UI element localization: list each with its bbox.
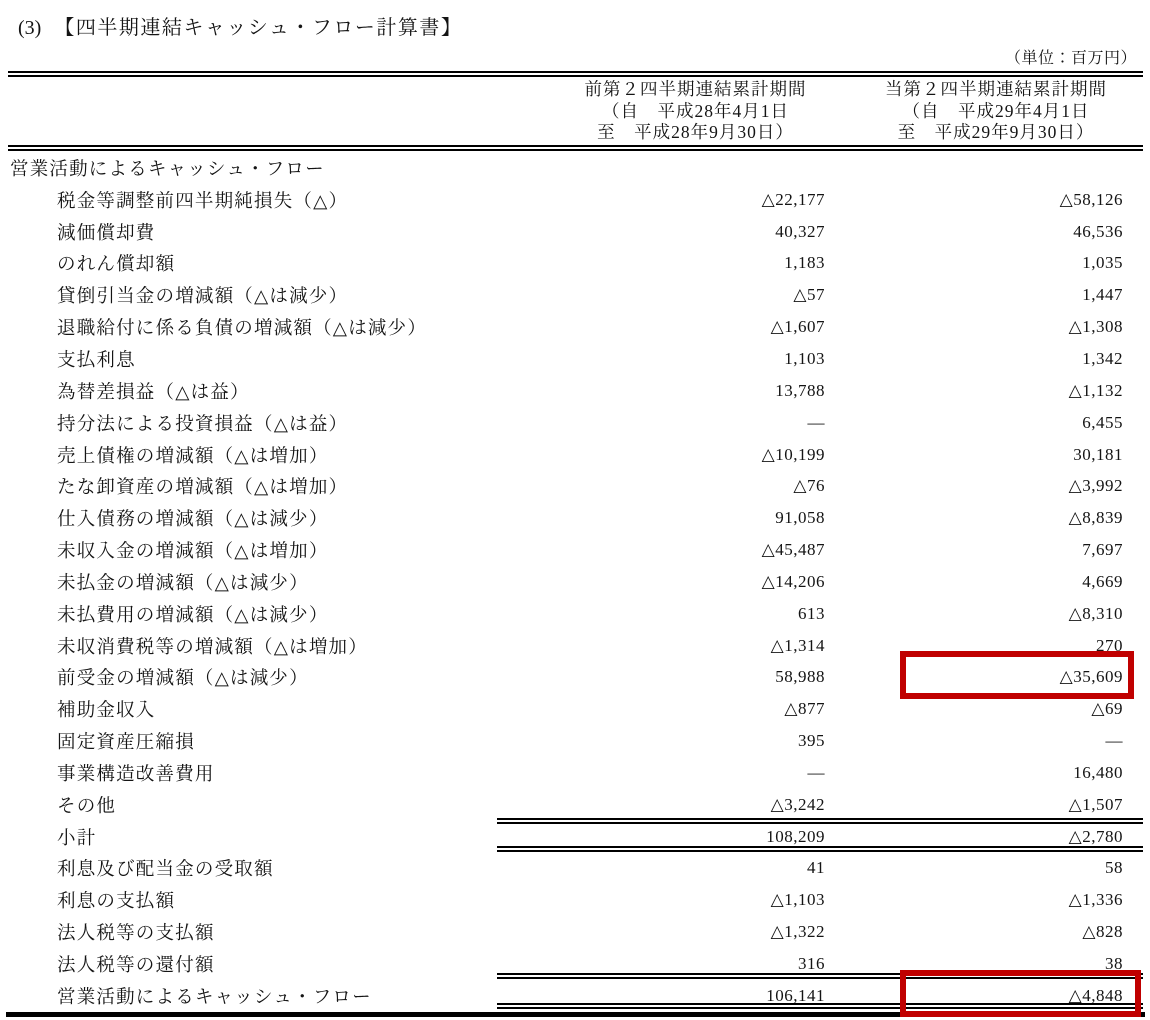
- column-header-prior-period: [538, 79, 853, 144]
- value-prior-period: 106,141: [766, 985, 825, 1005]
- row-label: 営業活動によるキャッシュ・フロー: [10, 159, 325, 180]
- row-label: 未収入金の増減額（△は増加）: [57, 542, 329, 563]
- column-header-current-period-from: （自 平成29年4月1日: [902, 100, 1090, 121]
- column-header-current-period-to: 至 平成29年9月30日）: [897, 122, 1095, 142]
- value-prior-period: 40,327: [775, 221, 825, 241]
- value-current-period: 270: [1096, 635, 1123, 655]
- table-row: [0, 789, 1150, 821]
- column-header-prior-period-from: （自 平成28年4月1日: [602, 100, 789, 121]
- table-row: [0, 248, 1150, 280]
- value-current-period: △3,992: [1068, 476, 1123, 496]
- value-current-period: △69: [1091, 699, 1123, 719]
- table-row: [0, 884, 1150, 916]
- table-row: [0, 566, 1150, 598]
- highlight-box-advances-received-value: [900, 651, 1134, 699]
- table-row: [0, 152, 1150, 184]
- value-current-period: 1,035: [1082, 253, 1123, 273]
- row-label: 固定資産圧縮損: [57, 733, 195, 754]
- table-row: [0, 375, 1150, 407]
- value-current-period: △8,310: [1068, 603, 1123, 623]
- value-prior-period: —: [807, 412, 825, 432]
- value-prior-period: 91,058: [775, 508, 825, 528]
- value-prior-period: △1,607: [770, 317, 825, 337]
- row-label: 税金等調整前四半期純損失（△）: [57, 191, 349, 212]
- page-title: [18, 11, 462, 40]
- value-current-period: △4,848: [1068, 985, 1123, 1005]
- row-label: 未収消費税等の増減額（△は増加）: [57, 637, 368, 658]
- value-current-period: △1,336: [1068, 890, 1123, 910]
- value-current-period: 38: [1105, 954, 1123, 974]
- value-current-period: 16,480: [1073, 762, 1123, 782]
- value-current-period: —: [1105, 731, 1123, 751]
- table-row: [0, 439, 1150, 471]
- value-current-period: △1,507: [1068, 794, 1123, 814]
- value-current-period: △1,132: [1068, 380, 1123, 400]
- value-prior-period: △57: [793, 285, 825, 305]
- value-prior-period: —: [807, 762, 825, 782]
- value-current-period: △2,780: [1068, 826, 1123, 846]
- row-label: 法人税等の支払額: [57, 924, 215, 945]
- column-header-current-period-name: 当第２四半期連結累計期間: [885, 79, 1107, 99]
- table-row: [0, 725, 1150, 757]
- value-prior-period: 613: [798, 603, 825, 623]
- table-body: [0, 152, 1150, 1012]
- value-prior-period: △1,322: [770, 922, 825, 942]
- value-prior-period: △1,103: [770, 890, 825, 910]
- value-current-period: △35,609: [1059, 667, 1123, 687]
- row-label: 未払費用の増減額（△は減少）: [57, 605, 329, 626]
- row-label: その他: [57, 796, 117, 817]
- table-top-rule: [8, 71, 1143, 77]
- value-prior-period: 395: [798, 731, 825, 751]
- value-current-period: 6,455: [1082, 412, 1123, 432]
- subtotal-bottom-rule: [497, 846, 1143, 852]
- column-header-prior-period-to: 至 平成28年9月30日）: [597, 122, 794, 142]
- value-prior-period: 1,183: [784, 253, 825, 273]
- row-label: 前受金の増減額（△は減少）: [57, 669, 309, 690]
- table-row: [0, 502, 1150, 534]
- row-label: 補助金収入: [57, 701, 156, 722]
- value-current-period: △828: [1082, 922, 1123, 942]
- header-divider-rule: [8, 145, 1143, 151]
- table-row: [0, 470, 1150, 502]
- row-label: のれん償却額: [57, 255, 176, 276]
- row-label: 支払利息: [57, 350, 136, 371]
- table-row: [0, 598, 1150, 630]
- highlight-box-operating-cash-flow-total: [900, 970, 1141, 1017]
- value-current-period: 4,669: [1082, 571, 1123, 591]
- value-prior-period: 58,988: [775, 667, 825, 687]
- table-row: [0, 534, 1150, 566]
- value-prior-period: 41: [807, 858, 825, 878]
- value-prior-period: △14,206: [761, 571, 825, 591]
- value-current-period: 58: [1105, 858, 1123, 878]
- value-prior-period: △10,199: [761, 444, 825, 464]
- page-title-text: 【四半期連結キャッシュ・フロー計算書】: [54, 17, 463, 39]
- table-row: [0, 279, 1150, 311]
- table-row: [0, 311, 1150, 343]
- row-label: 利息の支払額: [57, 892, 176, 913]
- row-label: 貸倒引当金の増減額（△は減少）: [57, 287, 349, 308]
- table-row: [0, 757, 1150, 789]
- value-prior-period: △45,487: [761, 540, 825, 560]
- table-row: [0, 343, 1150, 375]
- value-prior-period: 13,788: [775, 380, 825, 400]
- subtotal-top-rule: [497, 818, 1143, 824]
- value-current-period: 1,342: [1082, 348, 1123, 368]
- row-label: 法人税等の還付額: [57, 956, 215, 977]
- row-label: 売上債権の増減額（△は増加）: [57, 446, 329, 467]
- row-label: 持分法による投資損益（△は益）: [57, 414, 349, 435]
- value-prior-period: △76: [793, 476, 825, 496]
- column-header-current-period: [845, 79, 1147, 144]
- value-prior-period: △877: [784, 699, 825, 719]
- table-row: [0, 407, 1150, 439]
- value-prior-period: 108,209: [766, 826, 825, 846]
- section-number: (3): [18, 17, 42, 39]
- row-label: 営業活動によるキャッシュ・フロー: [57, 987, 372, 1008]
- value-current-period: △58,126: [1059, 189, 1123, 209]
- row-label: 仕入債務の増減額（△は減少）: [57, 510, 329, 531]
- value-current-period: 7,697: [1082, 540, 1123, 560]
- value-prior-period: △1,314: [770, 635, 825, 655]
- column-header-prior-period-name: 前第２四半期連結累計期間: [584, 79, 807, 99]
- value-prior-period: 1,103: [784, 348, 825, 368]
- value-prior-period: △22,177: [761, 189, 825, 209]
- row-label: 減価償却費: [57, 223, 156, 244]
- row-label: 事業構造改善費用: [57, 764, 215, 785]
- row-label: 退職給付に係る負債の増減額（△は減少）: [57, 319, 428, 340]
- value-current-period: △1,308: [1068, 317, 1123, 337]
- row-label: 未払金の増減額（△は減少）: [57, 573, 309, 594]
- value-current-period: 1,447: [1082, 285, 1123, 305]
- table-row: [0, 916, 1150, 948]
- row-label: 利息及び配当金の受取額: [57, 860, 274, 881]
- value-current-period: 30,181: [1073, 444, 1123, 464]
- value-current-period: △8,839: [1068, 508, 1123, 528]
- row-label: 小計: [57, 828, 97, 849]
- table-row: [0, 216, 1150, 248]
- value-current-period: 46,536: [1073, 221, 1123, 241]
- row-label: たな卸資産の増減額（△は増加）: [57, 478, 349, 499]
- row-label: 為替差損益（△は益）: [57, 382, 250, 403]
- table-row: [0, 853, 1150, 885]
- table-row: [0, 184, 1150, 216]
- value-prior-period: △3,242: [770, 794, 825, 814]
- unit-note: （単位：百万円）: [1004, 50, 1137, 67]
- value-prior-period: 316: [798, 954, 825, 974]
